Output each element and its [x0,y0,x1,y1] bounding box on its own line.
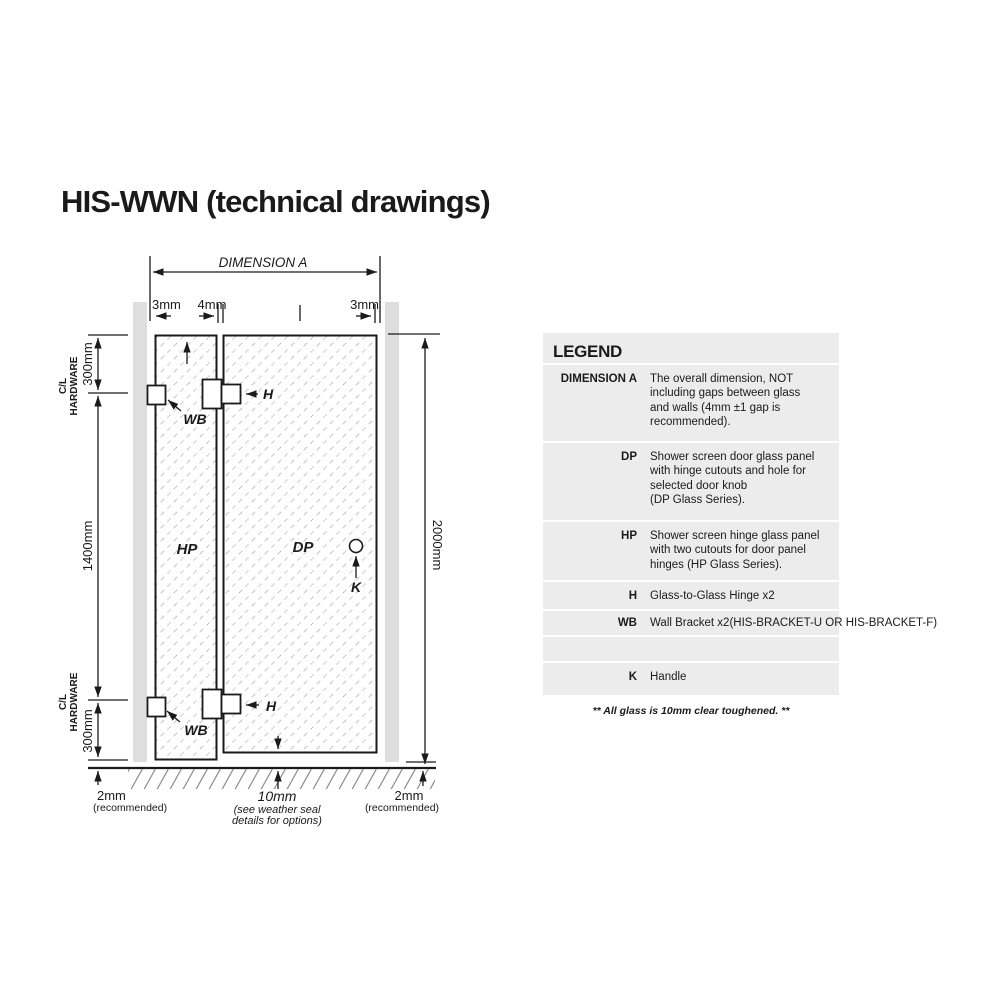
legend-row-hp [543,522,839,582]
bottom-left-note: (recommended) [93,802,168,814]
bottom-center-note1: (see weather seal [233,804,321,816]
h-bottom-label: H [265,698,277,714]
legend-desc: Shower screen hinge glass panel with two cutouts for door panel hinges (HP Glass Series). [650,530,820,571]
wall-bracket-bottom [148,698,166,717]
gap-middle-label: 4mm [197,297,227,312]
cl-hardware-bottom-line2: HARDWARE [69,672,80,732]
hp-panel-label: HP [176,541,198,558]
legend-row-dp [543,443,839,522]
hinge-top-plate-left [203,380,222,409]
hinge-bottom-plate-left [203,690,222,719]
bottom-center-note2: details for options) [232,815,322,827]
cl-hardware-top-line2: HARDWARE [69,356,80,416]
legend-row-h [543,582,839,611]
legend-desc: Glass-to-Glass Hinge x2 [650,590,775,602]
wb-top-label: WB [183,411,207,427]
gap-left-label: 3mm [152,297,181,312]
cl-hardware-top-line1: C/L [58,377,69,395]
legend-desc: Wall Bracket x2(HIS-BRACKET-U OR HIS-BRACKET-F) [650,617,938,629]
page-title: HIS-WWN (technical drawings) [61,184,490,219]
k-label: K [350,579,362,595]
legend-desc: Shower screen door glass panel with hinge cutouts and hole for selected door knob (DP Glass Series). [650,451,815,506]
legend-row-dimension-a [543,365,839,443]
legend-row-wb [543,611,938,637]
legend-key: HP [621,530,637,542]
hinge-bottom-plate-right [222,695,241,714]
floor-hatch [128,769,435,789]
bottom-center-value: 10mm [257,788,297,804]
legend-desc: The overall dimension, NOT including gaps between glass and walls (4mm ±1 gap is recommended). [650,373,801,428]
wb-bottom-label: WB [184,722,208,738]
bottom-right-value: 2mm [394,788,424,803]
legend-footnote: ** All glass is 10mm clear toughened. ** [592,705,790,717]
dim-300-top-label: 300mm [80,342,95,386]
legend-row-k [543,663,839,695]
legend-row-spacer [543,637,839,663]
cl-hardware-bottom-line1: C/L [58,693,69,711]
legend-key: K [628,671,637,683]
dim-2000-label: 2000mm [430,519,445,571]
wall-right [385,302,399,762]
wall-left [133,302,147,762]
dp-panel-label: DP [292,539,314,556]
dimension-a-label: DIMENSION A [218,255,308,270]
legend-key: H [628,590,637,602]
wall-bracket-top [148,386,166,405]
legend-title: LEGEND [543,333,839,365]
bottom-right-note: (recommended) [364,802,440,814]
legend-desc: Handle [650,671,687,683]
legend-panel [543,333,938,695]
dim-300-bottom-label: 300mm [80,709,95,753]
legend-key: WB [617,617,637,629]
dim-1400-label: 1400mm [80,520,95,572]
h-top-label: H [262,386,274,402]
legend-key: DIMENSION A [560,373,637,385]
bottom-left-value: 2mm [97,788,126,803]
handle-knob [350,540,363,553]
hinge-top-plate-right [222,385,241,404]
gap-right-label: 3mm [350,297,379,312]
legend-key: DP [621,451,637,463]
